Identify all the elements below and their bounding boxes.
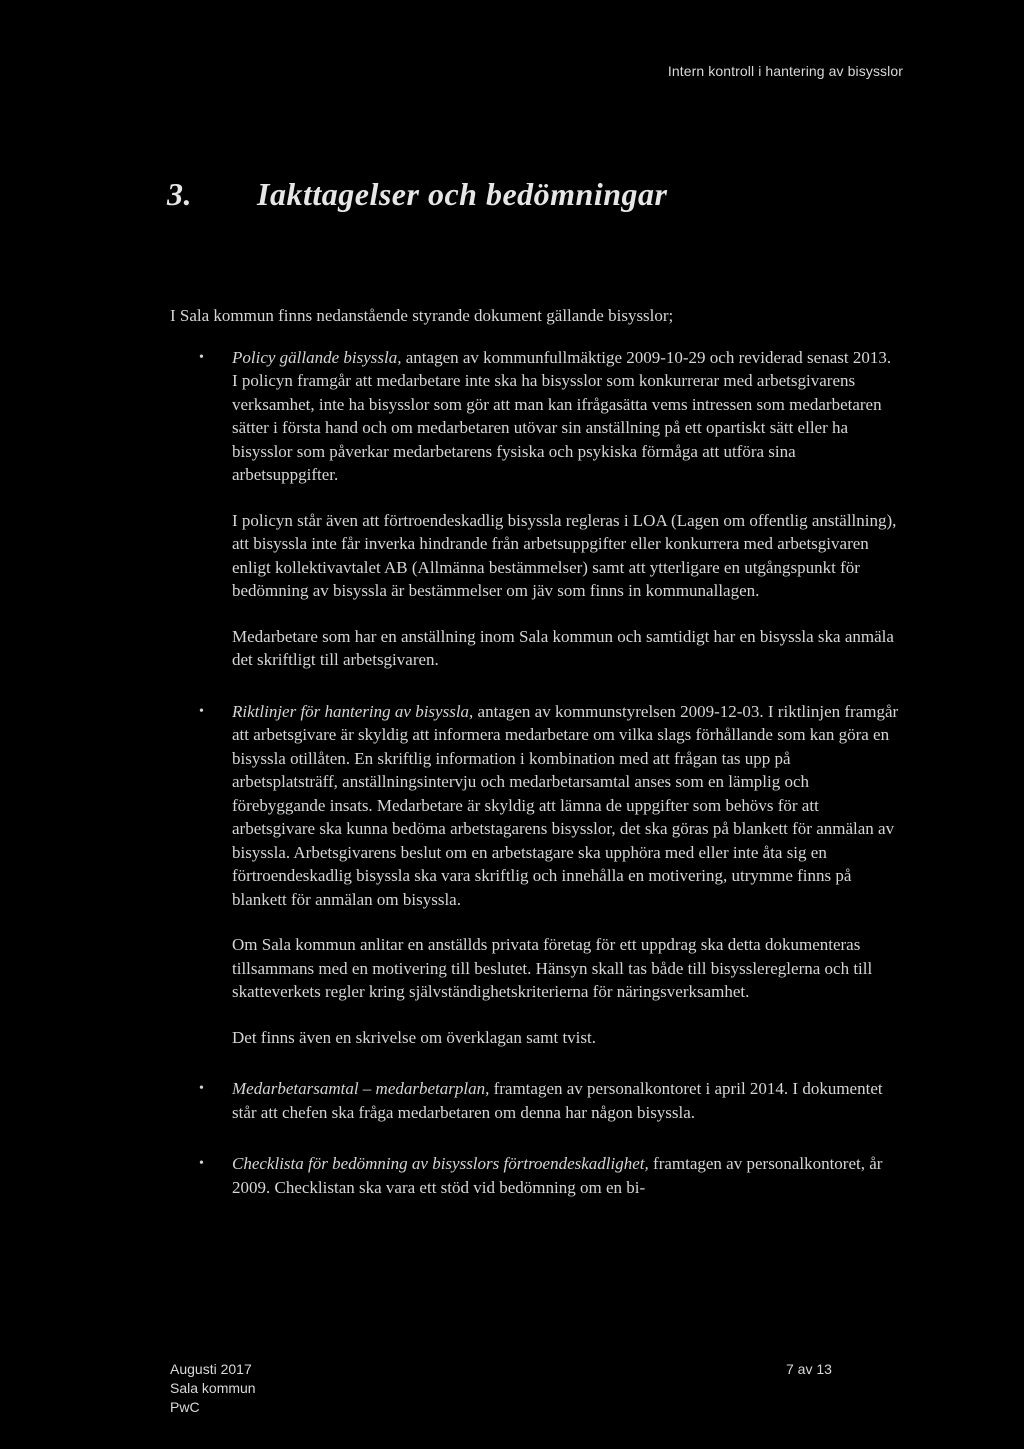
item-text: framtagen av personalkontoret i april 2014. I dokumentet står att chefen ska fråga medarbetaren om denna har någon bisyssla.	[232, 1079, 883, 1122]
list-item-riktlinjer	[170, 700, 900, 1050]
item-text: framtagen av personalkontoret, år 2009. Checklistan ska vara ett stöd vid bedömning om en bi-	[232, 1154, 883, 1197]
section-heading	[167, 176, 667, 213]
bullet-icon: •	[199, 1081, 204, 1096]
document-body	[170, 304, 900, 1227]
intro-paragraph: I Sala kommun finns nedanstående styrande dokument gällande bisysslor;	[170, 306, 674, 325]
footer-company: PwC	[170, 1399, 200, 1415]
document-list	[170, 346, 900, 1200]
list-item-checklista	[170, 1152, 900, 1199]
list-item-paragraph: I policyn står även att förtroendeskadlig bisyssla regleras i LOA (Lagen om offentlig anställning), att bisyssla inte får inverka hindrande från arbetsuppgifter eller konkurrera med arbetsgivaren enligt kollektivavtalet AB (Allmänna bestämmelser) samt att ytterligare en utgångspunkt för bedömning av bisyssla är bestämmelser om jäv som finns in kommunallagen.	[232, 510, 897, 600]
list-item-text	[232, 1152, 900, 1199]
item-title: Checklista för bedömning av bisysslors förtroendeskadlighet,	[232, 1154, 649, 1173]
bullet-icon: •	[199, 1156, 204, 1171]
footer-org: Sala kommun	[170, 1380, 256, 1396]
item-text: antagen av kommunstyrelsen 2009-12-03. I riktlinjen framgår att arbetsgivare är skyldig att informera medarbetare om vilka slags förhållande som kan göra en bisyssla otillåten. En skriftlig information i kombination med att frågan tas upp på arbetsplatsträff, anställningsintervju och medarbetarsamtal anses som en lämplig och förebyggande insats. Medarbetare är skyldig att lämna de uppgifter som behövs för att arbetsgivare ska kunna bedöma arbetstagarens bisysslor, det ska göras på blankett för anmälan av bisyssla. Arbetsgivarens beslut om en arbetstagare ska upphöra med eller inte åta sig en förtroendeskadlig bisyssla ska vara skriftlig och innehålla en motivering, utrymme finns på blankett för anmälan om bisyssla.	[232, 701, 899, 909]
footer-date: Augusti 2017	[170, 1361, 252, 1377]
section-number: 3.	[167, 176, 192, 212]
item-title: Riktlinjer för hantering av bisyssla,	[232, 701, 474, 721]
list-item-text	[232, 700, 900, 912]
page-footer	[170, 1360, 850, 1417]
list-item-medarbetarsamtal	[170, 1077, 900, 1124]
list-item-paragraph: Det finns även en skrivelse om överklagan samt tvist.	[232, 1027, 596, 1047]
item-title: Policy gällande bisyssla,	[232, 347, 402, 367]
bullet-icon: •	[199, 349, 204, 365]
item-text: antagen av kommunfullmäktige 2009-10-29 och reviderad senast 2013. I policyn framgår att medarbetare inte ska ha bisysslor som konkurrerar med arbetsgivarens verksamhet, inte ha bisysslor som gör att man kan ifrågasätta vems intressen som medarbetaren sätter i första hand och om medarbetaren utövar sin anställning på ett opartiskt sätt eller ha bisysslor som påverkar medarbetarens fysiska och psykiska förmåga att utföra sina arbetsuppgifter.	[232, 347, 892, 484]
list-item-text	[232, 1077, 900, 1124]
bullet-icon: •	[199, 703, 204, 719]
section-title: Iakttagelser och bedömningar	[257, 176, 668, 212]
running-header: Intern kontroll i hantering av bisysslor	[667, 63, 903, 79]
page-number: 7 av 13	[786, 1361, 832, 1377]
list-item-policy	[170, 346, 900, 672]
list-item-paragraph: Om Sala kommun anlitar en anställds privata företag för ett uppdrag ska detta dokumenteras tillsammans med en motivering till beslutet. Hänsyn skall tas både till bisysslereglerna och till skatteverkets regler kring självständighetskriterierna för näringsverksamhet.	[232, 935, 873, 1001]
list-item-paragraph: Medarbetare som har en anställning inom Sala kommun och samtidigt har en bisyssla ska anmäla det skriftligt till arbetsgivaren.	[232, 626, 894, 669]
list-item-text	[232, 346, 900, 487]
item-title: Medarbetarsamtal – medarbetarplan,	[232, 1079, 490, 1098]
